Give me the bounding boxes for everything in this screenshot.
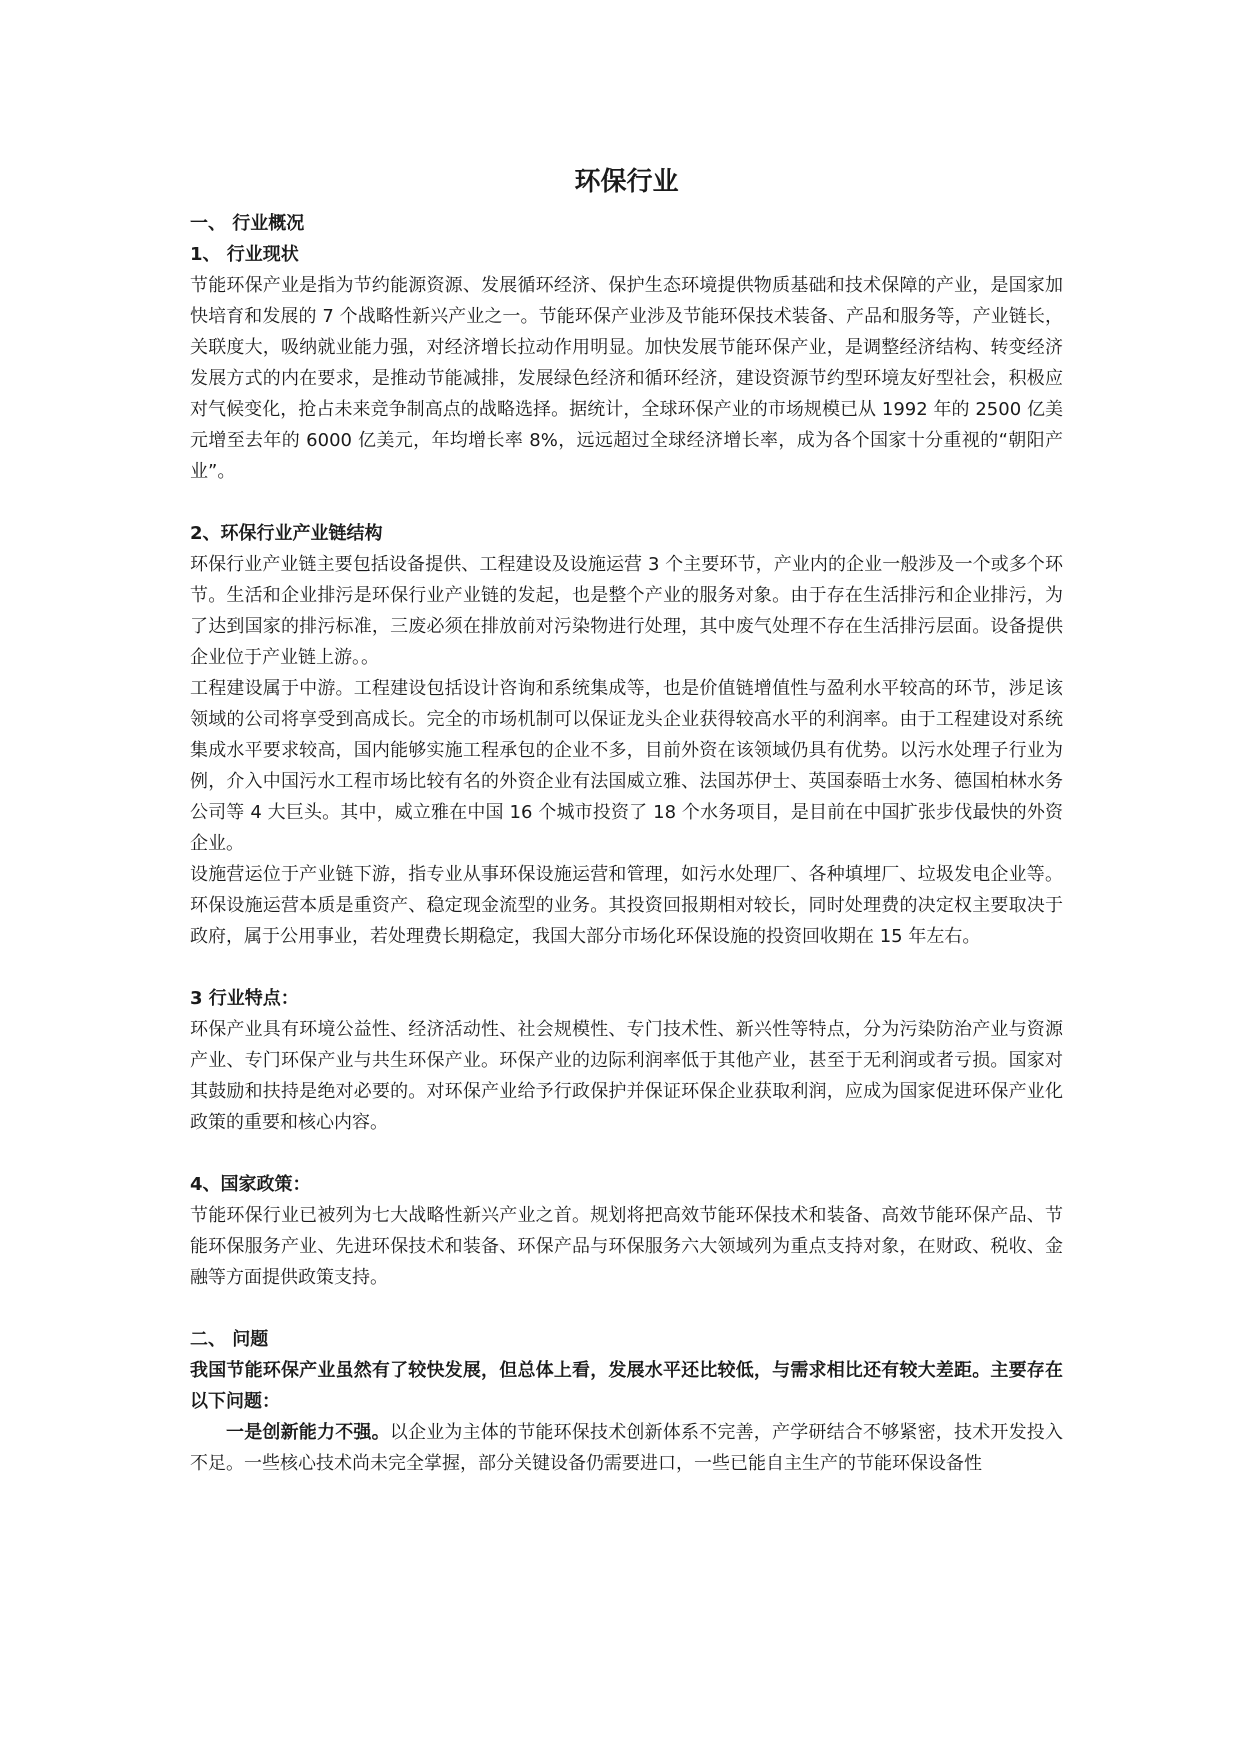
section-heading-overview: 一、 行业概况 [190, 213, 305, 234]
paragraph-features: 环保产业具有环境公益性、经济活动性、社会规模性、专门技术性、新兴性等特点，分为污染防治产业与资源产业、专门环保产业与共生环保产业。环保产业的边际利润率低于其他产业，甚至于无利润或者亏损。国家对其鼓励和扶持是绝对必要的。对环保产业给予行政保护并保证环保企业获取利润，应成为国家促进环保产业化政策的重要和核心内容。 [190, 1019, 1063, 1133]
paragraph-chain-midstream: 工程建设属于中游。工程建设包括设计咨询和系统集成等，也是价值链增值性与盈利水平较高的环节，涉足该领域的公司将享受到高成长。完全的市场机制可以保证龙头企业获得较高水平的利润率。由于工程建设对系统集成水平要求较高，国内能够实施工程承包的企业不多，目前外资在该领域仍具有优势。以污水处理子行业为例，介入中国污水工程市场比较有名的外资企业有法国威立雅、法国苏伊士、英国泰晤士水务、德国柏林水务公司等 4 大巨头。其中，威立雅在中国 16 个城市投资了 18 个水务项目，是目前在中国扩张步伐最快的外资企业。 [190, 678, 1063, 854]
paragraph-chain-upstream: 环保行业产业链主要包括设备提供、工程建设及设施运营 3 个主要环节，产业内的企业一般涉及一个或多个环节。生活和企业排污是环保行业产业链的发起，也是整个产业的服务对象。由于存在生活排污和企业排污，为了达到国家的排污标准，三废必须在排放前对污染物进行处理，其中废气处理不存在生活排污层面。设备提供企业位于产业链上游。。 [190, 554, 1063, 668]
subsection-heading-chain: 2、环保行业产业链结构 [190, 523, 383, 544]
document-page [190, 160, 1063, 1479]
paragraph-policy: 节能环保行业已被列为七大战略性新兴产业之首。规划将把高效节能环保技术和装备、高效节能环保产品、节能环保服务产业、先进环保技术和装备、环保产品与环保服务六大领域列为重点支持对象，在财政、税收、金融等方面提供政策支持。 [190, 1205, 1063, 1288]
paragraph-chain-downstream: 设施营运位于产业链下游，指专业从事环保设施运营和管理，如污水处理厂、各种填埋厂、垃圾发电企业等。环保设施运营本质是重资产、稳定现金流型的业务。其投资回报期相对较长，同时处理费的决定权主要取决于政府，属于公用事业，若处理费长期稳定，我国大部分市场化环保设施的投资回收期在 15 年左右。 [190, 864, 1063, 947]
page-title: 环保行业 [574, 167, 679, 197]
paragraph-problem-1 [190, 1417, 1063, 1479]
spacer [190, 487, 1063, 518]
paragraph-problems-intro: 我国节能环保产业虽然有了较快发展，但总体上看，发展水平还比较低，与需求相比还有较大差距。主要存在以下问题： [190, 1360, 1063, 1412]
spacer [190, 1138, 1063, 1169]
spacer [190, 952, 1063, 983]
spacer [190, 1293, 1063, 1324]
problem-1-text: 以企业为主体的节能环保技术创新体系不完善，产学研结合不够紧密，技术开发投入不足。一些核心技术尚未完全掌握，部分关键设备仍需要进口，一些已能自主生产的节能环保设备性 [190, 1422, 1064, 1474]
subsection-heading-features: 3 行业特点： [190, 988, 299, 1009]
paragraph-status: 节能环保产业是指为节约能源资源、发展循环经济、保护生态环境提供物质基础和技术保障的产业，是国家加快培育和发展的 7 个战略性新兴产业之一。节能环保产业涉及节能环保技术装备、产品和服务等，产业链长，关联度大，吸纳就业能力强，对经济增长拉动作用明显。加快发展节能环保产业，是调整经济结构、转变经济发展方式的内在要求，是推动节能减排，发展绿色经济和循环经济，建设资源节约型环境友好型社会，积极应对气候变化，抢占未来竞争制高点的战略选择。据统计，全球环保产业的市场规模已从 1992 年的 2500 亿美元增至去年的 6000 亿美元，年均增长率 8%，远远超过全球经济增长率，成为各个国家十分重视的“朝阳产业”。 [190, 275, 1063, 482]
problem-1-lead: 一是创新能力不强。 [226, 1422, 390, 1443]
section-heading-problems: 二、 问题 [190, 1329, 269, 1350]
subsection-heading-policy: 4、国家政策： [190, 1174, 311, 1195]
subsection-heading-status: 1、 行业现状 [190, 244, 299, 265]
